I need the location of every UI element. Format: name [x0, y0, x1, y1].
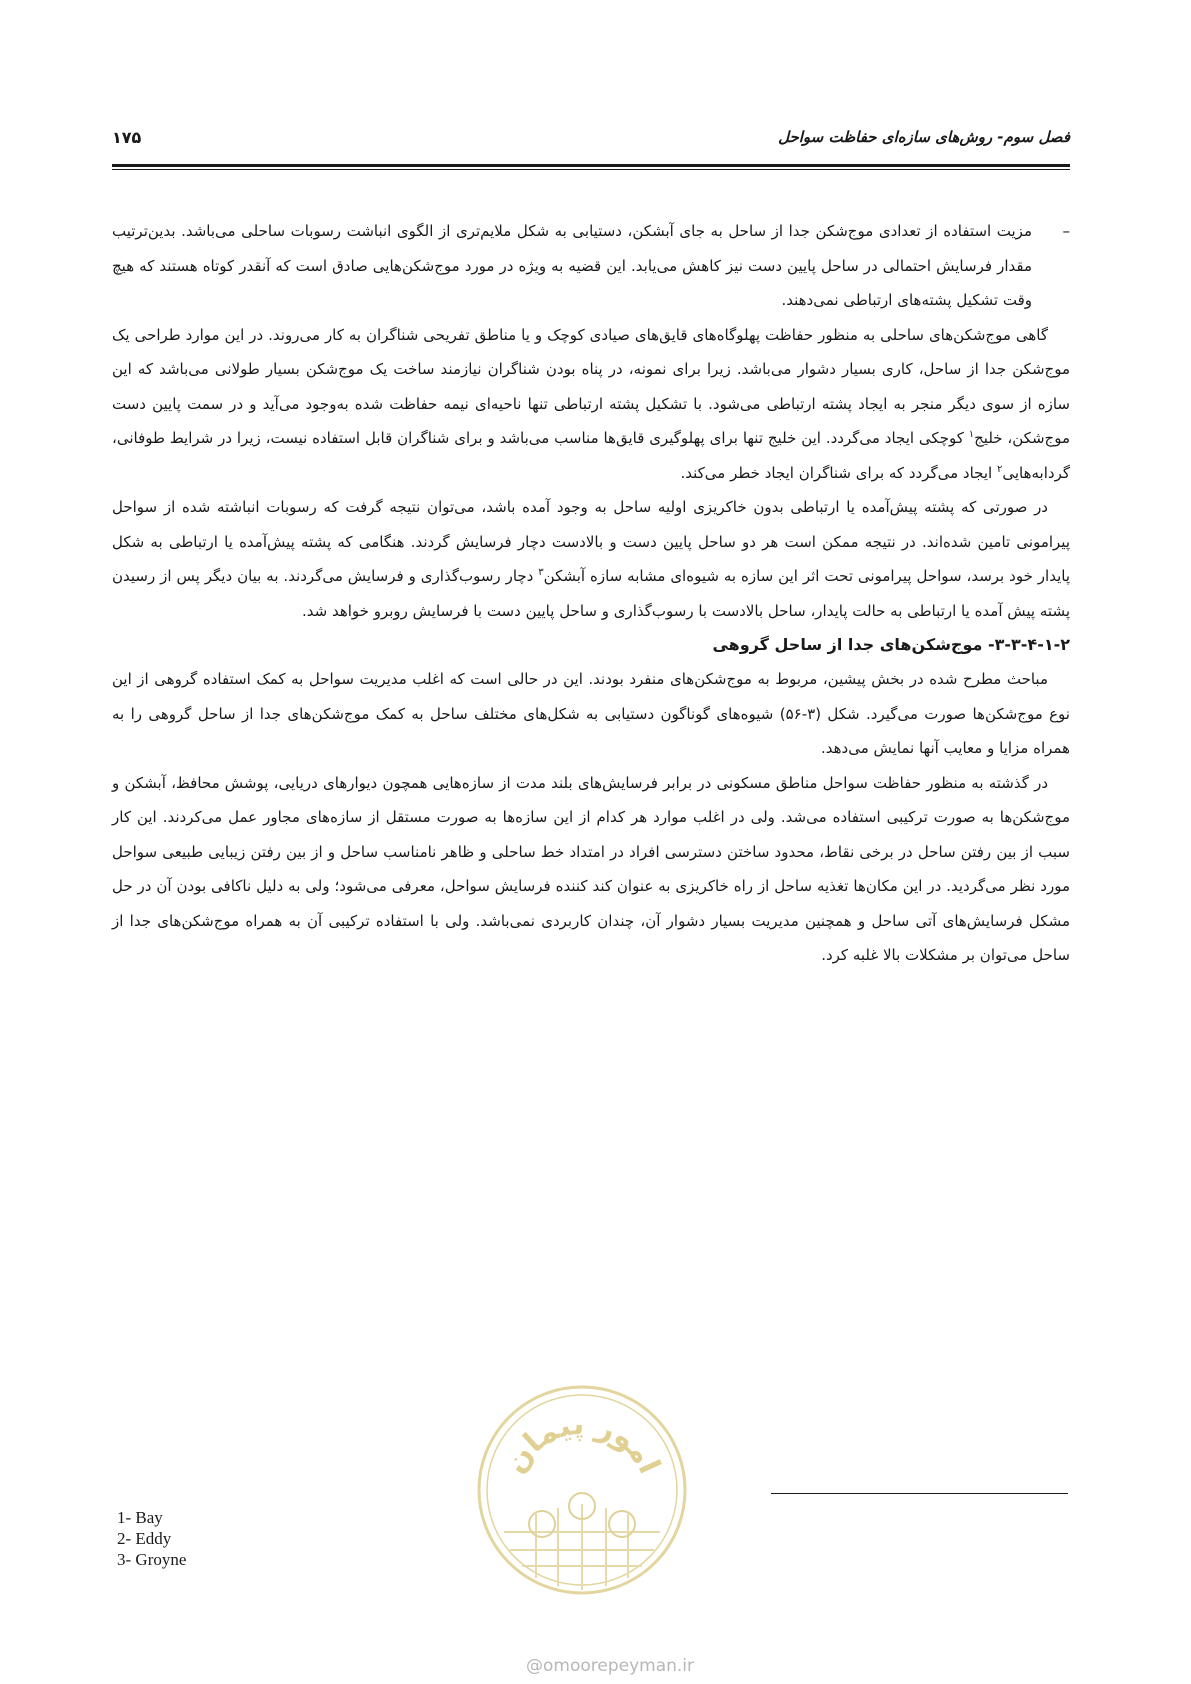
paragraph-1-part-a: گاهی موج‌شکن‌های ساحلی به منظور حفاظت پهلوگاه‌های قایق‌های صیادی کوچک و یا مناطق تفریحی شناگران به کار می‌روند. در این موارد طراحی یک موج‌شکن جدا از ساحل، کاری بسیار دشوار می‌باشد. زیرا برای نمونه، در پناه بودن شناگران نیازمند ساخت یک موج‌شکن بسیار طولانی می‌باشد که این سازه از سوی دیگر منجر به ایجاد پشته ارتباطی می‌شود. با تشکیل پشته ارتباطی تنها ناحیه‌ای نیمه حفاظت شده به‌وجود می‌آید و در سمت پایین دست موج‌شکن، خلیج	[112, 325, 1071, 447]
footnote-2: 2- Eddy	[117, 1529, 172, 1548]
paragraph-1-part-b: کوچکی ایجاد می‌گردد. این خلیج تنها برای پهلوگیری قایق‌ها مناسب می‌باشد و برای شناگران قابل استفاده نیست، زیرا در شرایط طوفانی، گردابه‌هایی	[112, 429, 1070, 482]
at-icon: @	[525, 1656, 543, 1676]
footnote-3: 3- Groyne	[117, 1550, 187, 1569]
bullet-text: مزیت استفاده از تعدادی موج‌شکن جدا از ساحل به جای آبشکن، دستیابی به شکل ملایم‌تری از الگوی انباشت رسوبات ساحلی می‌باشد. بدین‌ترتیب مقدار فرسایش احتمالی در ساحل پایین دست نیز کاهش می‌یابد. این قضیه به ویژه در مورد موج‌شکن‌هایی صادق است که آنقدر کوتاه هستند که هیچ وقت تشکیل پشته‌های ارتباطی نمی‌دهند.	[112, 222, 1032, 309]
paragraph-2-part-a: در صورتی که پشته پیش‌آمده یا ارتباطی بدون خاکریزی اولیه ساحل به وجود آمده باشد، می‌توان نتیجه گرفت که رسوبات انباشته شده از سواحل پیرامونی تامین شده‌اند. در نتیجه ممکن است هر دو ساحل پایین دست و بالادست دچار فرسایش گردند. هنگامی که پشته پیش‌آمده یا ارتباطی به شکل پایدار خود برسد، سواحل پیرامونی تحت اثر این سازه به شیوه‌ای مشابه سازه آبشکن	[112, 498, 1070, 585]
footnote-ref-2[interactable]: ۲	[996, 463, 1003, 475]
footnote-1: 1- Bay	[117, 1508, 163, 1527]
watermark-url[interactable]	[500, 1656, 720, 1676]
header-rule	[112, 164, 1070, 167]
footnotes	[117, 1507, 186, 1570]
paragraph-3: مباحث مطرح شده در بخش پیشین، مربوط به موج‌شکن‌های منفرد بودند. این در حالی است که اغلب مدیریت سواحل به کمک استفاده گروهی از این نوع موج‌شکن‌ها صورت می‌گیرد. شکل (۳-۵۶) شیوه‌های گوناگون دستیابی به شکل‌های مختلف ساحل به کمک موج‌شکن‌های جدا از ساحل گروهی را به همراه مزایا و معایب آنها نمایش می‌دهد.	[112, 670, 1070, 757]
paragraph-2-part-b: دچار رسوب‌گذاری و فرسایش می‌گردند. به بیان دیگر پس از رسیدن پشته پیش آمده یا ارتباطی به حالت پایدار، ساحل بالادست با رسوب‌گذاری و ساحل پایین دست با فرسایش روبرو خواهد شد.	[112, 567, 1070, 620]
page-number: ۱۷۵	[112, 128, 142, 147]
body-text	[112, 214, 1070, 973]
bullet-paragraph	[112, 214, 1070, 318]
bullet-dash: –	[1062, 222, 1070, 240]
svg-text:امور پیمان: امور پیمان	[497, 1406, 667, 1480]
header-rule-thin	[112, 169, 1070, 170]
footnote-ref-1[interactable]: ۱	[968, 429, 975, 440]
page-header	[112, 128, 1070, 158]
paragraph-4: در گذشته به منظور حفاظت سواحل مناطق مسکونی در برابر فرسایش‌های بلند مدت از سازه‌هایی همچون دیوارهای دریایی، پوشش محافظ، آبشکن و موج‌شکن‌ها به صورت ترکیبی استفاده می‌شد. ولی در اغلب موارد هر کدام از این سازه‌ها به صورت مستقل از سازه‌های مجاور عمل می‌کردند. این کار سبب از بین رفتن ساحل در برخی نقاط، محدود ساختن دسترسی افراد در امتداد خط ساحلی و ظاهر نامناسب ساحل و از بین رفتن زیبایی طبیعی سواحل مورد نظر می‌گردید. در این مکان‌ها تغذیه ساحل از راه خاکریزی به عنوان کند کننده فرسایش سواحل، معرفی می‌شود؛ ولی به دلیل ناکافی بودن آن در حل مشکل فرسایش‌های آتی ساحل و همچنین مدیریت بسیار دشوار آن، چندان کاربردی نمی‌باشد. ولی با استفاده ترکیبی آن به همراه موج‌شکن‌های جدا از ساحل می‌توان بر مشکلات بالا غلبه کرد.	[112, 773, 1070, 964]
paragraph-1	[112, 318, 1070, 491]
footnote-ref-3[interactable]: ۳	[538, 567, 544, 578]
footnote-rule	[771, 1493, 1068, 1494]
section-heading: ۳-۳-۴-۱-۲- موج‌شکن‌های جدا از ساحل گروهی	[712, 635, 1070, 654]
paragraph-1-part-c: ایجاد می‌گردد که برای شناگران ایجاد خطر می‌کند.	[680, 463, 997, 482]
paragraph-2	[112, 490, 1070, 628]
watermark-url-text: omoorepeyman.ir	[542, 1656, 695, 1676]
chapter-title: فصل سوم- روش‌های سازه‌ای حفاظت سواحل	[778, 128, 1070, 146]
watermark-seal	[474, 1382, 690, 1598]
